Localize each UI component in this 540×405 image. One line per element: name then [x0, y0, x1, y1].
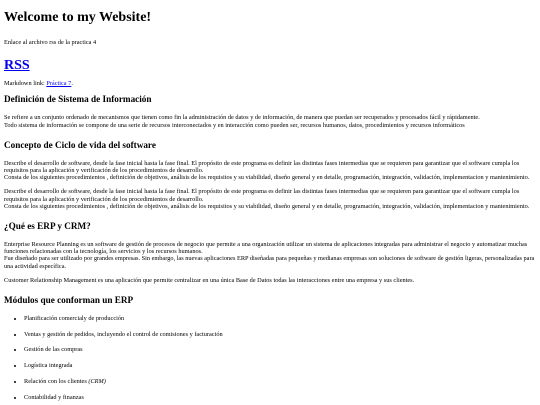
markdown-line: [4, 80, 536, 87]
list-item-text: Relación con los clientes: [24, 377, 89, 385]
modulos-list: [4, 315, 536, 401]
ciclo-heading: Concepto de Ciclo de vida del software: [4, 139, 156, 150]
ciclo-para1-line2: Consta de los siguientes procedimientos , definición de objetivos, análisis de los requisitos y su viabilidad, diseño general y en detalle, programación, integración, validación, implementacion y mantenimiento.: [4, 174, 530, 182]
ciclo-para2-line1: Describe el desarrollo de software, desde la fase inicial hasta la fase final. El propósito de este programa es definir las distintas fases intermedias que se requieren para garantizar que el software cumpla los requisitos para la aplicación y verificación de los procedimientos de desarrollo.: [4, 188, 520, 203]
modulos-heading: Módulos que conforman un ERP: [4, 295, 134, 306]
crm-abbreviation: (CRM): [88, 377, 106, 385]
sistema-line-2: Todo sistema de información se compone de una serie de recursos interconectados y en interacción como pueden ser, recursos humanos, datos, procedimientos y recursos informáticos: [4, 121, 465, 129]
list-item: • Gestión de las compras: [24, 346, 536, 353]
practica-7-link[interactable]: Práctica 7: [46, 80, 72, 88]
erp-heading: ¿Qué es ERP y CRM?: [4, 221, 91, 232]
rss-link[interactable]: RSS: [4, 58, 30, 74]
markdown-suffix: .: [71, 80, 73, 88]
ciclo-para1-line1: Describe el desarrollo de software, desde la fase inicial hasta la fase final. El propósito de este programa es definir las distintas fases intermedias que se requieren para garantizar que el software cumpla los requisitos para la aplicación y verificación de los procedimientos de desarrollo.: [4, 159, 520, 175]
paragraph-gap: [4, 270, 536, 277]
sistema-line-1: Se refiere a un conjunto ordenado de mecanismos que tienen como fin la administración de datos y de información, de manera que puedan ser recuperados y procesados fácil y rápidamente.: [4, 114, 480, 122]
list-item: • Planificación comercialy de producción: [24, 315, 536, 322]
crm-line: Customer Relationship Management es una aplicación que permite centralizar en una única Base de Datos todas las interacciones entre una empresa y sus clientes.: [4, 276, 415, 284]
erp-line-2: Fue diseñado para ser utilizado por grandes empresas. Sin embargo, las nuevas aplicaciones ERP diseñadas para pequeñas y medianas empresas son soluciones de software de gestión ligeras, personalizadas para una actividad específica.: [4, 255, 535, 270]
paragraph-gap: [4, 181, 536, 188]
list-item: • Logística integrada: [24, 362, 536, 369]
ciclo-section: [4, 160, 536, 210]
page-title: Welcome to my Website!: [4, 10, 152, 25]
sistema-heading: Definición de Sistema de Información: [4, 94, 152, 105]
ciclo-para2-line2: Consta de los siguientes procedimientos , definición de objetivos, análisis de los requisitos y su viabilidad, diseño general y en detalle, programación, integración, validación, implementacion y mantenimiento.: [4, 202, 530, 210]
markdown-prefix: Markdown link:: [4, 80, 47, 88]
list-item: • Contabilidad y finanzas: [24, 394, 536, 401]
list-item: [24, 378, 536, 385]
erp-section: [4, 241, 536, 284]
rss-intro-text: Enlace al archivo rss de la practica 4: [4, 39, 97, 46]
erp-line-1: Enterprise Resource Planning es un software de gestión de procesos de negocio que permite a una organización utilizar un sistema de aplicaciones integradas para administrar el negocio y automatizar muchas funciones relacionadas con la tecnología, los servicios y los recursos humanos.: [4, 241, 528, 256]
sistema-section: [4, 114, 536, 128]
list-item: • Ventas y gestión de pedidos, incluyendo el control de comisiones y facturación: [24, 331, 536, 338]
